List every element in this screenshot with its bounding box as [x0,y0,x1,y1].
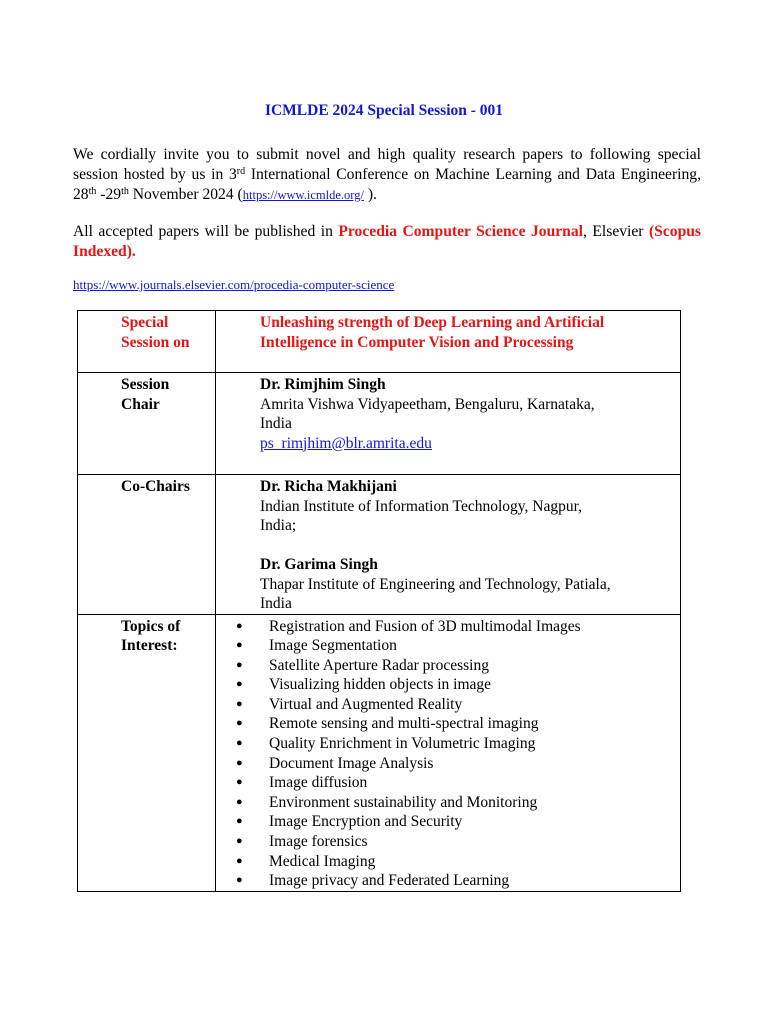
invitation-text-d: November 2024 ( [128,185,243,203]
topic-text: Environment sustainability and Monitoring [269,793,538,811]
topic-text: Virtual and Augmented Reality [269,695,463,713]
list-item [216,695,680,715]
bullet-icon: ● [236,835,243,848]
topics-label: Topics of Interest: [78,614,216,891]
list-item [216,871,680,891]
bullet-icon: ● [236,776,243,789]
bullet-icon: ● [236,619,243,632]
publication-text-b: , Elsevier [583,223,649,240]
invitation-text-e: ). [363,185,377,203]
session-chair-details [216,373,681,475]
publication-paragraph [73,222,701,262]
co-chair-1-affiliation: Indian Institute of Information Technology, Nagpur, [260,497,582,515]
topics-list [216,617,680,891]
topic-text: Visualizing hidden objects in image [269,676,492,694]
table-row-topics [78,614,681,891]
co-chairs-label: Co-Chairs [78,475,216,615]
bullet-icon: ● [236,756,243,769]
spacer [260,536,680,556]
superscript-rd: rd [236,165,246,177]
topic-text: Image Segmentation [269,637,397,655]
topic-text: Document Image Analysis [269,754,434,772]
chair-affiliation: Amrita Vishwa Vidyapeetham, Bengaluru, Karnataka, [260,395,595,413]
list-item [216,617,680,637]
list-item [216,656,680,676]
bullet-icon: ● [236,795,243,808]
publication-text-a: All accepted papers will be published in [73,223,339,240]
co-chair-1-country: India; [260,517,297,534]
list-item [216,773,680,793]
bullet-icon: ● [236,678,243,691]
topic-text: Satellite Aperture Radar processing [269,656,489,674]
list-item [216,734,680,754]
co-chair-2-country: India [260,595,292,612]
bullet-icon: ● [236,815,243,828]
bullet-icon: ● [236,658,243,671]
chair-email-link[interactable]: ps_rimjhim@blr.amrita.edu [260,434,432,452]
co-chair-2-name: Dr. Garima Singh [260,556,378,573]
session-chair-label: Session Chair [78,373,216,475]
topic-text: Image diffusion [269,774,368,792]
list-item [216,793,680,813]
special-session-title: Unleashing strength of Deep Learning and Artificial Intelligence in Computer Vision and Processing [216,311,681,373]
list-item [216,852,680,872]
bullet-icon: ● [236,854,243,867]
list-item [216,675,680,695]
bullet-icon: ● [236,697,243,710]
invitation-text-a: We cordially invite you to submit novel and high quality research papers to following special session hosted by us in 3 [73,146,701,183]
table-row-special-session [78,311,681,373]
scopus-indexed-note: (Scopus Indexed). [73,223,701,260]
co-chair-2-affiliation: Thapar Institute of Engineering and Technology, Patiala, [260,575,611,593]
conference-website-link[interactable]: https://www.icmlde.org/ [242,187,364,202]
journal-name: Procedia Computer Science Journal [338,223,583,240]
topic-text: Image forensics [269,833,368,851]
list-item [216,714,680,734]
superscript-th-start: th [88,185,97,197]
bullet-icon: ● [236,737,243,750]
topic-text: Registration and Fusion of 3D multimodal Images [269,617,581,635]
topic-text: Image privacy and Federated Learning [269,872,510,890]
chair-affiliation-country: India [260,415,292,432]
table-row-session-chair [78,373,681,475]
topic-text: Remote sensing and multi-spectral imaging [269,715,539,733]
invitation-paragraph [73,145,701,205]
session-details-table [77,310,681,892]
list-item [216,636,680,656]
co-chairs-details [216,475,681,615]
invitation-text-b: International Conference on Machine Learning and Data Engineering, 28 [73,165,701,203]
page-title: ICMLDE 2024 Special Session - 001 [264,102,504,119]
topic-text: Image Encryption and Security [269,813,463,831]
list-item [216,832,680,852]
superscript-th-end: th [121,185,129,197]
co-chair-1-name: Dr. Richa Makhijani [260,478,397,495]
special-session-label: Special Session on [78,311,216,373]
table-row-co-chairs [78,475,681,615]
list-item [216,754,680,774]
bullet-icon: ● [236,874,243,887]
list-item [216,812,680,832]
bullet-icon: ● [236,639,243,652]
chair-name: Dr. Rimjhim Singh [260,376,386,393]
topic-text: Quality Enrichment in Volumetric Imaging [269,735,536,753]
journal-website-link[interactable]: https://www.journals.elsevier.com/procedia-computer-science [73,277,395,292]
invitation-text-c: -29 [96,185,122,203]
bullet-icon: ● [236,717,243,730]
topics-list-cell [216,614,681,891]
topic-text: Medical Imaging [269,852,376,870]
